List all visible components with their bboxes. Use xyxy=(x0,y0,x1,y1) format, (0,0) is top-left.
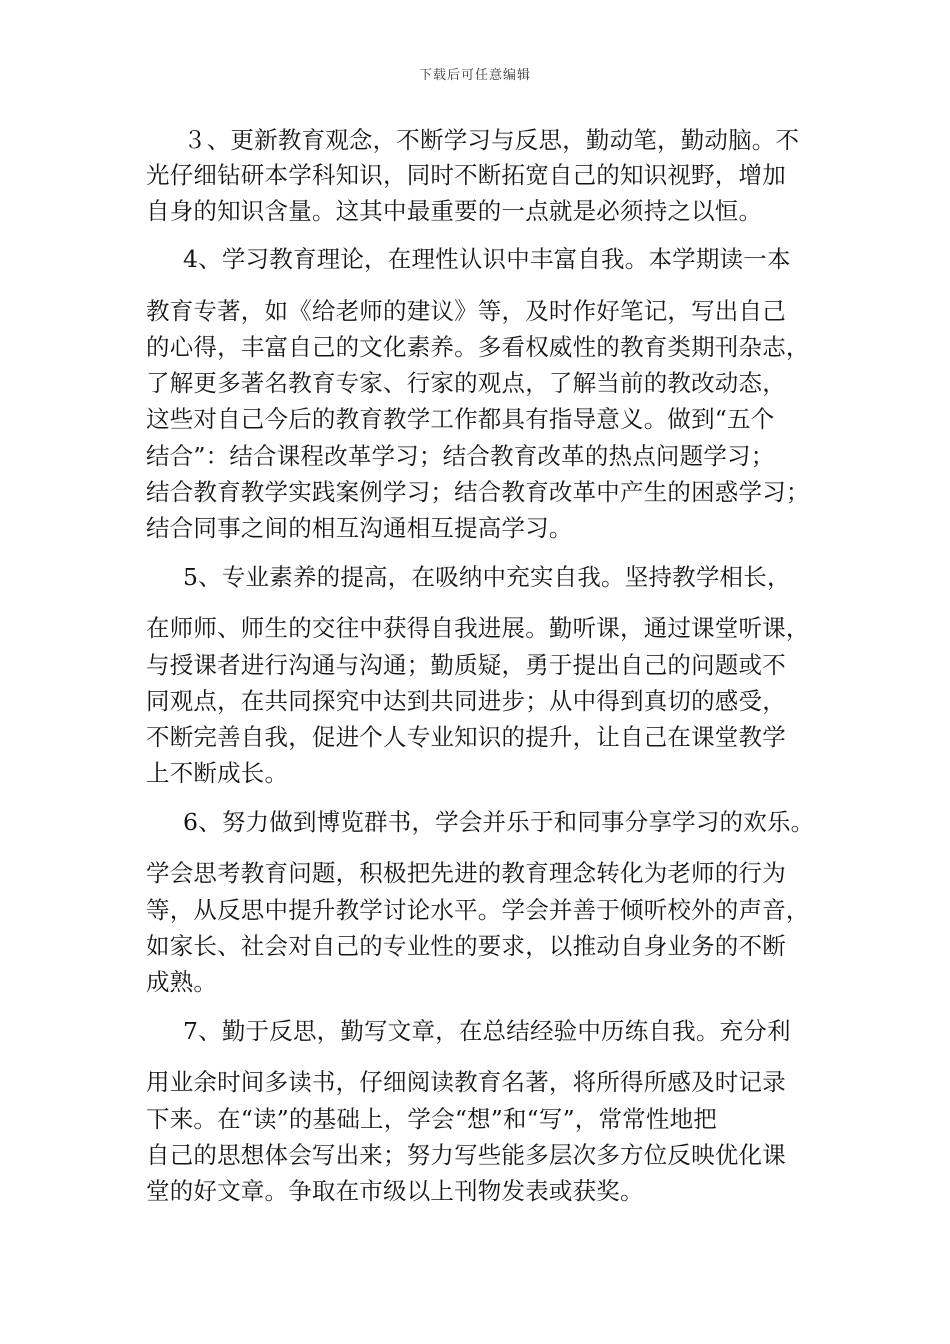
text-line: 5、专业素养的提高，在吸纳中充实自我。坚持教学相长， xyxy=(183,563,791,591)
text-line: 在师师、师生的交往中获得自我进展。勤听课，通过课堂听课， xyxy=(146,614,810,642)
text-line: 结合教育教学实践案例学习；结合教育改革中产生的困惑学习； xyxy=(146,478,810,506)
text-line: 4、学习教育理论，在理性认识中丰富自我。本学期读一本 xyxy=(183,245,791,273)
text-line: 教育专著，如《给老师的建议》等，及时作好笔记，写出自己 xyxy=(146,297,786,325)
text-line: 这些对自己今后的教育教学工作都具有指导意义。做到“五个 xyxy=(146,405,775,433)
text-line: 7、勤于反思，勤写文章，在总结经验中历练自我。充分利 xyxy=(183,1017,791,1045)
text-line: 堂的好文章。争取在市级以上刊物发表或获奖。 xyxy=(146,1177,644,1205)
text-line: 6、努力做到博览群书，学会并乐于和同事分享学习的欢乐。 xyxy=(183,808,815,836)
text-line: 用业余时间多读书，仔细阅读教育名著，将所得所感及时记录 xyxy=(146,1068,786,1096)
text-line: 的心得，丰富自己的文化素养。多看权威性的教育类期刊杂志， xyxy=(146,333,810,361)
text-line: 同观点，在共同探究中达到共同进步；从中得到真切的感受， xyxy=(146,687,786,715)
text-line: 结合同事之间的相互沟通相互提高学习。 xyxy=(146,514,573,542)
text-line: 不断完善自我，促进个人专业知识的提升，让自己在课堂教学 xyxy=(146,723,786,751)
text-line: 成熟。 xyxy=(146,968,218,996)
text-line: 与授课者进行沟通与沟通；勤质疑，勇于提出自己的问题或不 xyxy=(146,651,786,679)
text-line: 结合”：结合课程改革学习；结合教育改革的热点问题学习； xyxy=(146,442,775,470)
text-line: ３、更新教育观念，不断学习与反思，勤动笔，勤动脑。不 xyxy=(183,126,800,154)
text-line: 光仔细钻研本学科知识，同时不断拓宽自己的知识视野，增加 xyxy=(146,161,786,189)
text-line: 如家长、社会对自己的专业性的要求，以推动自身业务的不断 xyxy=(146,932,786,960)
text-line: 下来。在“读”的基础上，学会“想”和“写”，常常性地把 xyxy=(146,1105,717,1133)
text-line: 等，从反思中提升教学讨论水平。学会并善于倾听校外的声音， xyxy=(146,896,810,924)
text-line: 自己的思想体会写出来；努力写些能多层次多方位反映优化课 xyxy=(146,1141,786,1169)
text-line: 上不断成长。 xyxy=(146,759,289,787)
text-line: 自身的知识含量。这其中最重要的一点就是必须持之以恒。 xyxy=(146,197,763,225)
text-line: 学会思考教育问题，积极把先进的教育理念转化为老师的行为 xyxy=(146,859,786,887)
page-header: 下载后可任意编辑 xyxy=(418,68,531,83)
text-line: 了解更多著名教育专家、行家的观点，了解当前的教改动态， xyxy=(146,369,786,397)
